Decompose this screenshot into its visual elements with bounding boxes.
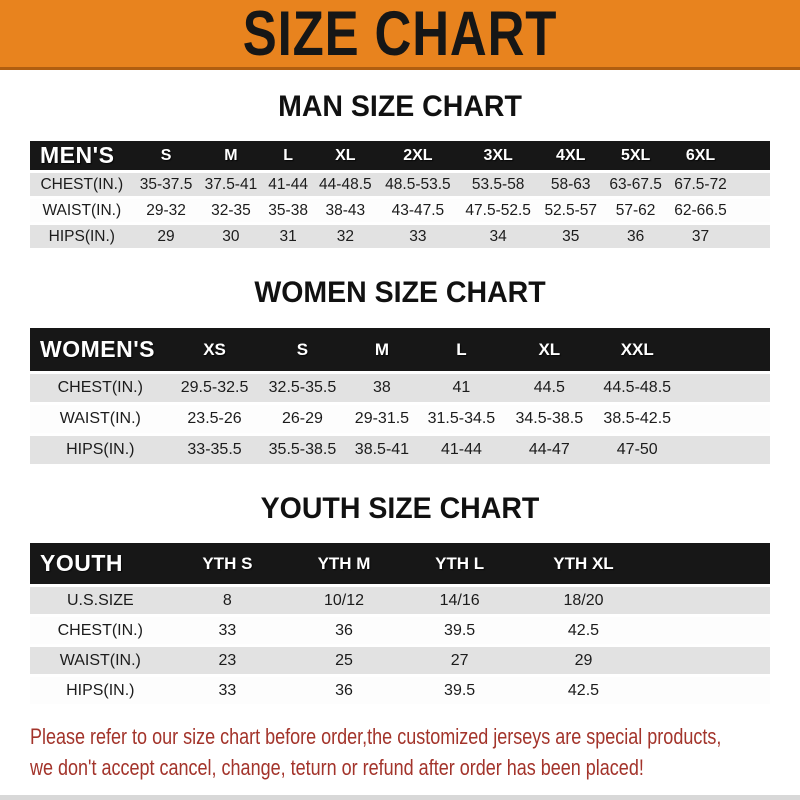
size-section-youth [0, 491, 800, 707]
order-note [30, 721, 800, 783]
corner-label: MEN'S [30, 141, 134, 170]
size-value-cell: 36 [284, 617, 404, 644]
table-row [30, 677, 770, 704]
size-column-header: XL [313, 141, 378, 170]
size-value-cell: 41-44 [417, 436, 505, 464]
table-head [30, 328, 770, 371]
table-head [30, 543, 770, 584]
table-row [30, 617, 770, 644]
row-label: HIPS(IN.) [30, 436, 171, 464]
size-column-header: XS [171, 328, 259, 371]
size-column-header: 4XL [538, 141, 603, 170]
size-value-cell: 42.5 [515, 617, 651, 644]
row-spacer-cell [733, 173, 770, 196]
size-value-cell: 35.5-38.5 [259, 436, 347, 464]
size-value-cell: 29-32 [134, 199, 199, 222]
size-column-header: YTH S [171, 543, 285, 584]
size-section-mens [0, 89, 800, 251]
size-value-cell: 14/16 [404, 587, 515, 614]
size-value-cell: 35 [538, 225, 603, 248]
corner-label: YOUTH [30, 543, 171, 584]
size-column-header: 3XL [458, 141, 538, 170]
size-column-header: YTH L [404, 543, 515, 584]
section-heading-mens: MAN SIZE CHART [278, 90, 522, 123]
row-label: U.S.SIZE [30, 587, 171, 614]
row-spacer-cell [652, 617, 770, 644]
size-value-cell: 42.5 [515, 677, 651, 704]
size-value-cell: 31 [263, 225, 313, 248]
table-body [30, 587, 770, 704]
size-column-header: L [263, 141, 313, 170]
size-column-header: S [134, 141, 199, 170]
size-value-cell: 44-47 [505, 436, 593, 464]
size-value-cell: 44-48.5 [313, 173, 378, 196]
section-heading-womens: WOMEN SIZE CHART [254, 276, 546, 309]
header-spacer-cell [733, 141, 770, 170]
size-value-cell: 38 [346, 374, 417, 402]
size-value-cell: 35-37.5 [134, 173, 199, 196]
size-value-cell: 41-44 [263, 173, 313, 196]
section-heading-youth: YOUTH SIZE CHART [260, 492, 540, 525]
table-row [30, 374, 770, 402]
size-value-cell: 32.5-35.5 [259, 374, 347, 402]
header-row [30, 328, 770, 371]
size-column-header: YTH XL [515, 543, 651, 584]
size-table-wrap [30, 325, 770, 467]
size-table-wrap [30, 138, 770, 251]
row-spacer-cell [652, 587, 770, 614]
size-value-cell: 44.5 [505, 374, 593, 402]
size-value-cell: 27 [404, 647, 515, 674]
size-value-cell: 35-38 [263, 199, 313, 222]
table-body [30, 173, 770, 248]
row-spacer-cell [733, 199, 770, 222]
size-value-cell: 33 [171, 617, 285, 644]
size-value-cell: 33 [171, 677, 285, 704]
header-spacer-cell [652, 543, 770, 584]
size-value-cell: 23 [171, 647, 285, 674]
table-row [30, 587, 770, 614]
size-column-header: M [346, 328, 417, 371]
size-table-womens [30, 325, 770, 467]
size-column-header: M [198, 141, 263, 170]
row-label: WAIST(IN.) [30, 647, 171, 674]
row-label: HIPS(IN.) [30, 225, 134, 248]
size-value-cell: 57-62 [603, 199, 668, 222]
size-section-womens [0, 275, 800, 467]
size-column-header: 5XL [603, 141, 668, 170]
table-row [30, 173, 770, 196]
row-label: CHEST(IN.) [30, 173, 134, 196]
table-row [30, 647, 770, 674]
table-body [30, 374, 770, 464]
size-value-cell: 10/12 [284, 587, 404, 614]
row-spacer-cell [681, 436, 770, 464]
row-label: CHEST(IN.) [30, 617, 171, 644]
size-value-cell: 36 [284, 677, 404, 704]
row-spacer-cell [681, 374, 770, 402]
size-value-cell: 29 [515, 647, 651, 674]
size-value-cell: 36 [603, 225, 668, 248]
row-spacer-cell [652, 677, 770, 704]
row-label: WAIST(IN.) [30, 199, 134, 222]
size-value-cell: 32-35 [198, 199, 263, 222]
size-table-youth [30, 540, 770, 707]
size-column-header: XL [505, 328, 593, 371]
size-column-header: 2XL [378, 141, 458, 170]
size-value-cell: 39.5 [404, 617, 515, 644]
size-value-cell: 30 [198, 225, 263, 248]
table-row [30, 225, 770, 248]
size-value-cell: 67.5-72 [668, 173, 733, 196]
header-row [30, 543, 770, 584]
size-column-header: XXL [593, 328, 681, 371]
size-value-cell: 38.5-42.5 [593, 405, 681, 433]
size-chart-banner [0, 0, 800, 70]
table-row [30, 436, 770, 464]
size-value-cell: 47.5-52.5 [458, 199, 538, 222]
size-value-cell: 44.5-48.5 [593, 374, 681, 402]
row-spacer-cell [652, 647, 770, 674]
size-value-cell: 43-47.5 [378, 199, 458, 222]
size-value-cell: 25 [284, 647, 404, 674]
size-value-cell: 18/20 [515, 587, 651, 614]
row-spacer-cell [733, 225, 770, 248]
size-value-cell: 38-43 [313, 199, 378, 222]
size-value-cell: 33-35.5 [171, 436, 259, 464]
bottom-strip [0, 795, 800, 800]
note-line-1: Please refer to our size chart before order,the customized jerseys are special products, [30, 724, 722, 749]
size-value-cell: 32 [313, 225, 378, 248]
size-value-cell: 39.5 [404, 677, 515, 704]
size-column-header: YTH M [284, 543, 404, 584]
size-column-header: 6XL [668, 141, 733, 170]
header-row [30, 141, 770, 170]
row-spacer-cell [681, 405, 770, 433]
row-label: WAIST(IN.) [30, 405, 171, 433]
size-value-cell: 37.5-41 [198, 173, 263, 196]
size-value-cell: 29.5-32.5 [171, 374, 259, 402]
size-value-cell: 26-29 [259, 405, 347, 433]
size-value-cell: 8 [171, 587, 285, 614]
size-value-cell: 31.5-34.5 [417, 405, 505, 433]
table-row [30, 405, 770, 433]
size-value-cell: 62-66.5 [668, 199, 733, 222]
size-value-cell: 52.5-57 [538, 199, 603, 222]
size-value-cell: 41 [417, 374, 505, 402]
row-label: HIPS(IN.) [30, 677, 171, 704]
size-column-header: S [259, 328, 347, 371]
size-value-cell: 29-31.5 [346, 405, 417, 433]
banner-title: SIZE CHART [242, 0, 558, 69]
size-column-header: L [417, 328, 505, 371]
corner-label: WOMEN'S [30, 328, 171, 371]
size-table-mens [30, 138, 770, 251]
header-spacer-cell [681, 328, 770, 371]
table-row [30, 199, 770, 222]
size-value-cell: 34 [458, 225, 538, 248]
size-value-cell: 38.5-41 [346, 436, 417, 464]
size-value-cell: 63-67.5 [603, 173, 668, 196]
size-value-cell: 33 [378, 225, 458, 248]
size-table-wrap [30, 540, 770, 707]
size-value-cell: 29 [134, 225, 199, 248]
size-value-cell: 48.5-53.5 [378, 173, 458, 196]
size-value-cell: 34.5-38.5 [505, 405, 593, 433]
size-chart-sections [0, 89, 800, 707]
size-value-cell: 23.5-26 [171, 405, 259, 433]
size-value-cell: 58-63 [538, 173, 603, 196]
size-value-cell: 37 [668, 225, 733, 248]
row-label: CHEST(IN.) [30, 374, 171, 402]
table-head [30, 141, 770, 170]
note-line-2: we don't accept cancel, change, teturn or refund after order has been placed! [30, 755, 644, 780]
size-value-cell: 53.5-58 [458, 173, 538, 196]
size-value-cell: 47-50 [593, 436, 681, 464]
